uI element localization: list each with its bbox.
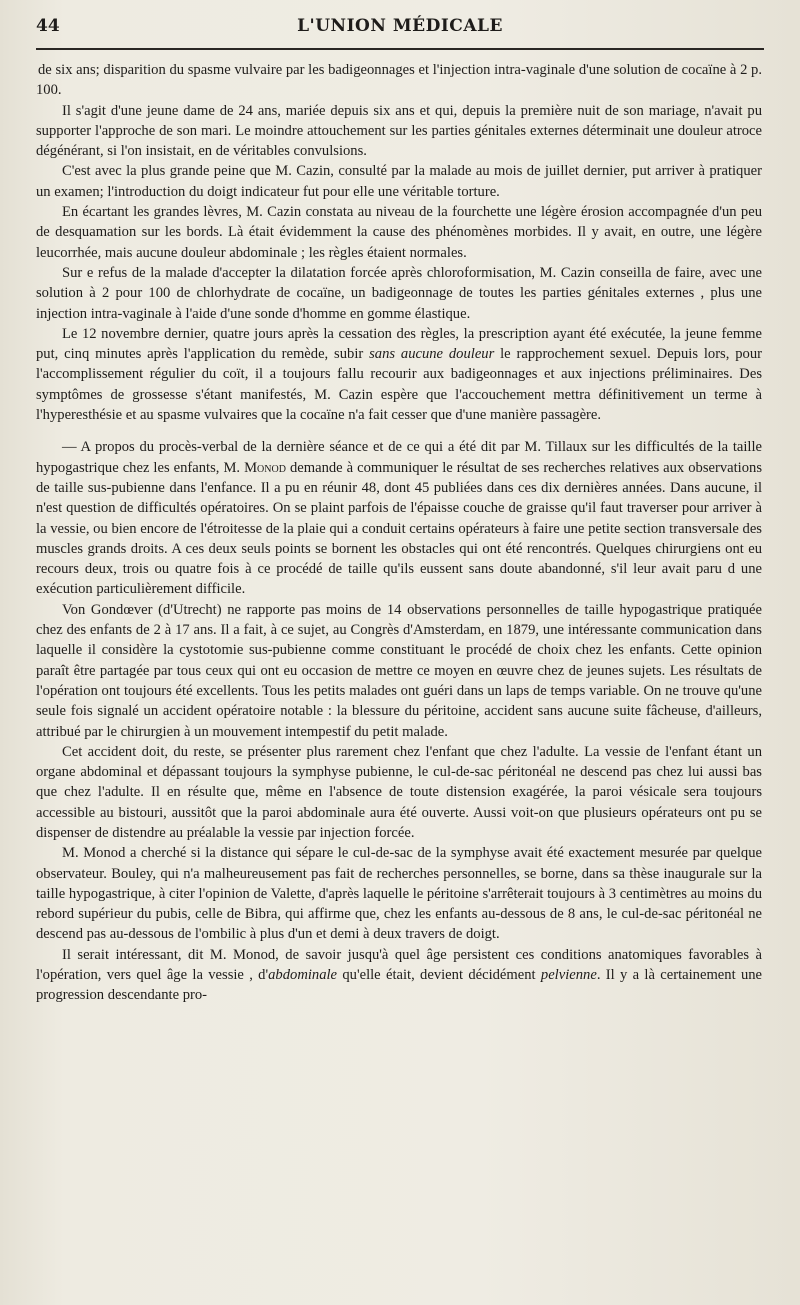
paragraph (36, 742, 762, 843)
article-body (30, 60, 770, 1006)
text-run: M. Monod a cherché si la distance qui sépare le cul-de-sac de la symphyse avait été exactement mesurée par quelque observateur. Bouley, qui n'a malheureusement pas fait de recherches personnelles, se borne, dans sa thèse inaugurale sur la taille hypogastrique, à citer l'opinion de Valette, d'après laquelle le péritoine s'arrêterait toujours à 3 centimètres au moins du rebord supérieur du pubis, celle de Bibra, qui affirme que, chez les enfants au-dessous de 8 ans, le cul-de-sac péritonéal ne descend pas au-dessous de l'ombilic à plus d'un et demi à deux travers de doigt. (36, 845, 762, 943)
header-rule (36, 48, 764, 50)
paragraph (36, 945, 762, 1006)
paragraph (36, 263, 762, 324)
text-run: C'est avec la plus grande peine que M. Cazin, consulté par la malade au mois de juillet dernier, put arriver à pratiquer un examen; l'introduction du doigt indicateur fut pour elle une véritable torture. (36, 163, 762, 200)
paragraph (36, 202, 762, 263)
text-run: . Il y a là certainement une progression descendante pro- (36, 967, 763, 1004)
paragraph (36, 600, 762, 742)
text-run: le rapprochement sexuel. Depuis lors, pour l'accomplissement régulier du coït, il a toujours fallu recourir aux badigeonnages et aux injections préliminaires. Des symptômes de grossesse s'étant manifestés, M. Cazin espère que l'accouchement mettra définitivement un terme à l'hyperesthésie et au spasme vulvaires que la cocaïne n'a fait cesser que d'une manière passagère. (36, 346, 762, 424)
page-header (30, 14, 770, 40)
text-run: Il serait intéressant, dit M. Monod, de savoir jusqu'à quel âge persistent ces conditions anatomiques favorables à l'opération, vers quel âge la vessie , d' (36, 946, 762, 984)
paragraph (36, 324, 762, 425)
text-run: demande à communiquer le résultat de ses recherches relatives aux observations de taille sus-pubienne dans l'enfance. Il a pu en réunir 48, dont 45 publiées dans ces dix dernières années. Dans aucune, il n'est question de difficultés opératoires. On se plaint parfois de l'épaisse couche de graisse qu'il faut traverser pour arriver à la vessie, ou bien encore de l'étroitesse de la plaie qui a conduit certains opérateurs à faire une petite section transversale des muscles grands droits. A ces deux seuls points se bornent les obstacles qui ont été rencontrés. Quelques chirurgiens ont eu recours deux, trois ou quatre fois à ce procédé de taille qu'ils eussent sans doute abandonné, s'il leur avait paru d une exécution particulièrement difficile. (36, 459, 762, 598)
text-run: Sur e refus de la malade d'accepter la dilatation forcée après chloroformisation, M. Cazin conseilla de faire, avec une solution à 2 pour 100 de chlorhydrate de cocaïne, un badigeonnage de toutes les parties génitales externes , plus une injection intra-vaginale à l'aide d'une sonde d'homme en gomme élastique. (36, 264, 762, 322)
italic-text: abdominale (268, 967, 338, 984)
text-run: Le 12 novembre dernier, quatre jours après la cessation des règles, la prescription ayant été exécutée, la jeune femme put, cinq minutes après l'application du remède, subir (36, 325, 762, 363)
paragraph (36, 843, 762, 944)
italic-text: pelvienne (540, 967, 597, 984)
text-run: de six ans; disparition du spasme vulvaire par les badigeonnages et l'injection intra-vaginale d'une solution de cocaïne à 2 p. 100. (36, 62, 762, 99)
text-run: Von Gondœver (d'Utrecht) ne rapporte pas moins de 14 observations personnelles de taille hypogastrique pratiquée chez des enfants de 2 à 17 ans. Il a fait, à ce sujet, au Congrès d'Amsterdam, en 1879, une intéressante communication dans laquelle il considère la cystotomie sus-pubienne comme constituant le procédé de choix chez les enfants. Cette opinion paraît être partagée par tous ceux qui ont eu occasion de mettre ce moyen en œuvre chez de jeunes sujets. Les résultats de l'opération ont toujours été excellents. Tous les petits malades ont guéri dans un laps de temps variable. On ne trouve qu'une seule fois signalé un accident opératoire notable : la blessure du péritoine, accident sans aucune suite fâcheuse, d'ailleurs, attribué par le chirurgien à un mouvement intempestif du petit malade. (36, 601, 762, 740)
text-run: Cet accident doit, du reste, se présenter plus rarement chez l'enfant que chez l'adulte. La vessie de l'enfant étant un organe abdominal et dépassant toujours la symphyse pubienne, le cul-de-sac péritonéal ne descend pas chez lui aussi bas que chez l'adulte. Il en résulte que, même en l'absence de toute distension exagérée, la paroi vésicale sera toujours accessible au bistouri, aussitôt que la paroi abdominale aura été ouverte. Aussi voit-on que plusieurs opérateurs ont pu se dispenser de distendre au préalable la vessie par injection forcée. (36, 743, 762, 841)
italic-text: sans aucune douleur (369, 346, 495, 363)
running-title: L'UNION MÉDICALE (297, 16, 503, 36)
paragraph (36, 101, 762, 162)
text-run: qu'elle était, devient décidément (337, 967, 541, 984)
text-run: — A propos du procès-verbal de la dernière séance et de ce qui a été dit par M. Tillaux sur les difficultés de la taille hypogastrique chez les enfants, M. (36, 439, 762, 476)
text-run: En écartant les grandes lèvres, M. Cazin constata au niveau de la fourchette une légère érosion accompagnée d'un peu de desquamation sur les bords. Là était évidemment la cause des phénomènes morbides. Il y avait, en outre, une légère leucorrhée, mais aucune douleur abdominale ; les règles étaient normales. (36, 204, 762, 261)
paragraph (36, 60, 762, 101)
paragraph (36, 437, 762, 599)
text-run: Il s'agit d'une jeune dame de 24 ans, mariée depuis six ans et qui, depuis la première nuit de son mariage, n'avait pu supporter l'approche de son mari. Le moindre attouchement sur les parties génitales externes déterminait une douleur atroce dégénérant, si l'on insistait, en de véritables convulsions. (36, 102, 762, 160)
small-caps-name: Monod (244, 459, 286, 476)
page-number: 44 (36, 16, 60, 36)
paragraph (36, 161, 762, 202)
